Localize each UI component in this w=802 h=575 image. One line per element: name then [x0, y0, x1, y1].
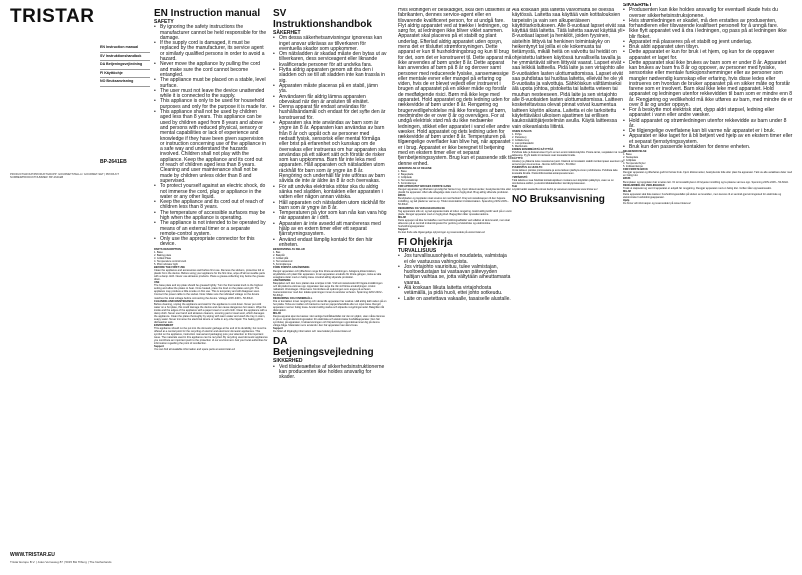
website-link[interactable]: WWW.TRISTAR.EU — [10, 552, 55, 558]
list-item: 5. Pilot indicator light — [154, 263, 178, 266]
safety-heading: SIKKERHET — [623, 3, 652, 8]
cleaning-text: Tag apparatets stik ud, og lad apparatet køle af inden rengøring. Hæld aldrig koldt vand på en varm plade. Rengør apparatet med en fugtig klud. Bagegrillen tåler opvaskemaskine. — [398, 209, 512, 216]
list-item: • Håll apparaten och nätsladden utom räckhåll för barn som är yngre än 8 år. — [273, 201, 387, 212]
parts-heading: PARTS DESCRIPTION — [154, 247, 182, 251]
list-item: • Apparaten är inte avsedd att manövreras med hjälp av en extern timer eller ett separat fjärrstyrningssystem. — [273, 222, 387, 238]
section-no — [623, 3, 793, 563]
environment-text: Tätä laitetta ei saa hävittää kotitalousjätteen mukana sen käyttöiän päätyttyä, vaan se on toimitettava sähkö- ja elektroniikkalaitteiden kierrätyspisteeseen. — [512, 178, 614, 185]
first-use-text: Clean the appliance and accessories well before first use. Remove the stickers, protective foil or plastic from the device. Before using your appliance for the first time, wipe off all removable parts with a damp cloth. Never use abrasive products. Place a grease-collecting tray below the grease drain. — [154, 269, 265, 282]
environment-text: Dette apparatet skal ikke kastes i husholdningsavfallet på slutten av levetiden, men leveres til et sentralt gjenvinningssted for elektriske og elektroniske husholdningsapparater. — [623, 192, 782, 199]
support-heading: Support — [154, 345, 164, 349]
list-item: • Användaren får aldrig lämna apparaten obevakad när den är ansluten till elnätet. — [273, 95, 387, 106]
support-heading: Support — [273, 327, 283, 331]
list-item: • Laite on asetettava vakaalle, tasaiselle alustalle. — [398, 297, 512, 302]
cleaning-text: Irrota laitteen pistoke pistorasiasta ja anna laitteen jäähtyä ennen puhdistusta. Puhdista laite kostealla liinalla. Paistoritilä kestää astianpesukoneen. — [512, 169, 618, 176]
use-heading: KÄYTTÖ — [512, 157, 523, 161]
use-text: Bunnplaten og toppplaten bør smøres lett. Vri termostatbryteren til høyeste innstilling og la platene varmes opp. Spenning 220V-240V~ 50-60Hz. — [623, 180, 789, 184]
environment-heading: MILJØ — [398, 215, 406, 219]
list-item: • The user must not leave the device unattended while it is connected to the supply. — [154, 89, 268, 100]
environment-heading: ENVIRONMENT — [154, 323, 174, 327]
cleaning-heading: RENGØRING OG VEDLIGEHOLDELSE — [398, 206, 445, 210]
list-item: • Hold apparatet og strømledningen utenfor rekkevidde av barn under 8 år. — [623, 119, 793, 130]
environment-text: Dette apparat må ikke bortskaffes med husholdningsaffaldet ved udløbet af dets levetid, men skal afleveres på et centralt indsamlingssted for genbrug af elektriske og elektroniske husholdningsapparater. — [398, 218, 510, 228]
list-item: • The temperature of accessible surfaces may be high when the appliance is operating. — [154, 211, 268, 222]
first-use-heading: FØR FØRSTE BRUK — [623, 168, 648, 172]
environment-heading: MILJÖ — [273, 312, 281, 316]
list-item: • If the supply cord is damaged, it must be replaced by the manufacturer, its service agent or similarly qualified persons in order to avoid a hazard. — [154, 41, 268, 62]
list-item: 1. Pohja — [512, 132, 522, 136]
support-heading: Tuki — [512, 184, 518, 188]
list-item: • Hvis strømledningen er skadet, må den erstattes av produsenten, forhandleren eller tilsvarende kvalifisert personell for å unngå fare. — [623, 19, 793, 30]
safety-heading: SIKKERHED — [273, 358, 303, 365]
list-item: 1. Base — [398, 169, 407, 173]
list-item: • Produsenten kan ikke holdes ansvarlig for eventuell skade hvis du overser sikkerhetsinstruksjonene. — [623, 8, 793, 19]
list-item: • Ved tilsidesættelse af sikkerhedsinstruktionerne kan producenten ikke holdes ansvarlig for skader. — [273, 365, 387, 381]
list-item: • Apparaten måste placeras på en stabil, jämn yta. — [273, 84, 387, 95]
list-item: • Apparaten ska inte användas av barn som är yngre än 8 år. Apparaten kan användas av barn från 8 år och uppåt och av personer med nedsatt fysisk, sensorisk eller mental förmåga eller brist på erfarenhet och kunskap om de övervakas eller instrueras om hur apparaten ska användas på ett säkert sätt och förstår de risker som kan uppkomma. Barn får inte leka med apparaten. Håll apparaten och nätsladden utom räckhåll för barn som är yngre än 8 år. Rengöring och underhåll får inte utföras av barn såvida de inte är äldre än 8 år och övervakas. — [273, 121, 387, 185]
section-sv — [273, 8, 387, 568]
cleaning-heading: RENGJØRING OG VEDLIKEHOLD — [623, 183, 665, 187]
list-item: • Ikke flytt apparatet ved å dra i ledningen, og pass på at ledningen ikke blir floket. — [623, 29, 793, 40]
list-item: 1. Bas — [273, 251, 281, 255]
safety-text: Älä koskaan jätä laitetta valvomatta se ollessa käytössä. Laitetta saa käyttää vain kotitalouksien tarpeisiin ja vain sen alkuperäiseen käyttötarkoitukseen. Alle 8-vuotiaat lapset eivät saa käyttää tätä laitetta. Tätä laitetta saavat käyttää yli 8-vuotiaat lapset ja henkilöt, joiden fyysinen, aisteihin liittyvä tai henkinen toimintakyky on heikentynyt tai joilla ei ole kokemusta tai tietämystä, mikäli heitä on valvottu tai heidät on ohjeistettu laitteen käytössä turvallisella tavalla ja he ymmärtävät siihen liittyvät vaarat. Lapset eivät saa leikkiä laitteella. Pidä laite ja sen virtajohto alle 8-vuotiaiden lasten ulottumattomissa. Lapset eivät saa puhdistaa tai huoltaa laitetta, elleivät he ole yli 8-vuotiaita ja valvottuja. Sähköiskun välttämiseksi älä upota johtoa, pistoketta tai laitetta veteen tai muuhun nesteeseen. Pidä laite ja sen virtajohto alle 8-vuotiaiden lasten ulottumattomissa. Laitteen kosketeltavissa olevat pinnat voivat kuumentua laitteen käytön aikana. Laitetta ei ole tarkoitettu käytettäväksi ulkoisen ajastimen tai erillisen kaukosäätöjärjestelmän avulla. Käytä laitteessa vain oikeanlaista liitintä. — [512, 8, 626, 130]
brand-logo: TRISTAR — [10, 6, 95, 27]
list-item: 5. Kontrollampe — [398, 182, 417, 186]
first-use-heading: FØR APPARATET BRUGES FØRSTE GANG — [398, 185, 452, 189]
list-item: 4. Temperaturbryter — [623, 162, 646, 166]
language-index-item: SV Instruktionshandbok — [100, 53, 150, 62]
list-item: 3. Grillplade — [398, 176, 412, 180]
language-index-item: NO Bruksanvisning — [100, 78, 150, 87]
list-item: • Bruk kun den passende kontakten for denne enheten. — [623, 145, 793, 150]
list-item: • This appliance shall not be used by children aged less than 8 years. This appliance can be used by children aged from 8 years and above and persons with reduced physical, sensory or mental capabilities or lack of experience and knowledge if they have been given supervision or instruction concerning use of the appliance in a safe way and understand the hazards involved. Children shall not play with the appliance. Keep the appliance and its cord out of reach of children aged less than 8 years. Cleaning and user maintenance shall not be made by children unless older than 8 and supervised. — [154, 110, 268, 184]
list-item: 4. Termostatvred — [273, 260, 293, 264]
list-item: 5. Kontrollampa — [273, 263, 292, 267]
parts-heading: OSIEN KUVAUS — [512, 129, 532, 133]
language-index — [100, 44, 150, 87]
parts-heading: DELBESKRIVELSE — [623, 150, 647, 154]
section-title: SV Instruktionshandbok — [273, 8, 372, 30]
environment-text: This appliance should not be put into the domestic garbage at the end of its durability, but must be offered at a central point for the recycling of electric and electronic domestic appliances. This symbol on the appliance, instruction manual and packaging puts your attention to this important issue. The materials used in this appliance can be recycled. By recycling used domestic appliances you contribute an important push to the protection of our environment. Ask your local authorities for information regarding the point of recollection. — [154, 326, 268, 346]
list-item: 2. Bageplade — [398, 173, 414, 176]
list-item: • Bruk aldri apparatet uten tilsyn. — [623, 45, 793, 50]
list-item: • Only use the appropriate connector for this device. — [154, 237, 268, 248]
list-item: 4. Termostatknap — [398, 179, 418, 183]
safety-text: Hvis ledningen er beskadiget, skal den udskiftes af fabrikanten, dennes service-agent eller en tilsvarende kvalificeret person, for at undgå fare. Flyt aldrig apparatet ved at trække i ledningen, og sørg for, at ledningen ikke bliver viklet sammen. Apparatet skal placeres på et stabilt og plant underlag. Efterlad aldrig apparatet uden opsyn, mens det er tilsluttet strømforsyningen. Dette apparat er kun til husholdningsbrug og kun til brug for det, som det er konstrueret til. Dette apparat må ikke anvendes af børn under 8 år. Dette apparat kan anvendes af børn på 8 år og derover samt personer med reducerede fysiske, sansemæssige eller mentale evner eller mangel på erfaring og viden, hvis de er blevet vejledt eller instrueret i brugen af apparatet på en sikker måde og forstår de medfølgende risici. Børn må ikke lege med apparatet. Hold apparatet og dets ledning uden for rækkevidde af børn under 8 år. Rengøring og brugervedligeholdelse må ikke foretages af børn, medmindre de er over 8 år og overvåges. For at undgå elektrisk stød må du ikke nedsænke ledningen, stikket eller apparatet i vand eller andre væsker. Hold apparatet og dets ledning uden for rækkevidde af børn under 8 år. Temperaturen på tilgængelige overflader kan blive høj, når apparatet er i brug. Apparatet er ikke beregnet til betjening med en ekstern timer eller et separat fjernbetjeningssystem. Brug kun et passende stik til denne enhed. — [398, 8, 512, 167]
product-vendor-note: PRODUCTGROUP/PRODUKTGRUPP: GOURMETSTELLA / GOURMET-SET | PRODUCT NUMBER/PRODUKTNUMMER: BP-2641EB — [10, 173, 120, 180]
language-index-item: EN Instruction manual — [100, 44, 150, 53]
list-item: 1. Base — [154, 250, 163, 254]
parts-heading: BESKRIVELSE AF DELENE — [398, 166, 432, 170]
support-text: You can find all available information and spare parts at www.tristar.eu! — [154, 348, 236, 352]
parts-heading: BESKRIVNING AV DELAR — [273, 248, 305, 252]
cleaning-heading: PUHDISTUS JA HUOLTO — [512, 166, 543, 170]
first-use-text: Rengør apparatet og tilbehøret grundigt før første brug. Fjern klistermærker, beskyttende folie eller plastik fra apparatet. Aftør alle aftagelige dele med en fugtig klud. Brug aldrig slibende produkter. — [398, 188, 511, 195]
use-text: Basplattan och den övre plattan ska smörjas in lätt. Vrid termostatvredet till högsta inställningen och låt plattorna värmas upp. Apparaten kan avge lite rök vid första användningen. Anslut nätkabeln till eluttaget. Observera: Kontrollera att spänningen som anges på enheten överensstämmer med den lokala spänningen innan du ansluter enheten. Spänning 220V-240V~ 50-60Hz. — [273, 281, 383, 297]
support-text: Du kan finde alle tilgængelige oplysninger og reservedele på www.tristar.eu! — [398, 230, 486, 234]
environment-text: Denna apparat ska inte kastas i det vanliga hushållsavfallet när den är uttjänt, utan måste lämnas in på en central återvinningsstation för elektriska och elektroniska hushållsapparater. Den här symbolen på apparaten, bruksanvisningen och förpackningen uppmärksammar dig på denna viktiga fråga. Materialen som används i den här apparaten kan återvinnas. — [273, 315, 385, 328]
list-item: • Apparatet er ikke laget for å bli betjent ved hjelp av en ekstern timer eller et separat fjernstyringssystem. — [623, 134, 793, 145]
environment-heading: MILJØ — [623, 189, 631, 193]
list-item: • Keep the appliance and its cord out of reach of children less than 8 years. — [154, 200, 268, 211]
section-title: FI Ohjekirja — [398, 236, 453, 248]
list-item: 4. Temperature control knob — [154, 259, 187, 263]
use-heading: ANVÄNDNING — [273, 278, 291, 282]
safety-heading: SAFETY — [154, 19, 174, 25]
safety-list — [154, 25, 268, 247]
cleaning-text: Dra ur kontakten innan rengöring och vänta tills apparaten har svalnat. Häll aldrig kallt vatten på en het platta. Torka av insidan och kanterna med en pappershandduk eller en mjuk trasa. Rengör apparaten med en fuktig trasa. Använd aldrig starka och slipande rengöringsmedel. Bakgrillen tål diskmaskin. — [273, 299, 387, 313]
list-item: • Om dessa säkerhetsanvisningar ignoreras kan inget ansvar utkrävas av tillverkaren för eventuella skador som uppkommer. — [273, 36, 387, 52]
list-item: • Dette apparatet er kun for bruk i et hjem, og kun for de oppgaver apparatet er laget for. — [623, 50, 793, 61]
list-item: • Dette apparatet skal ikke brukes av barn som er under 8 år. Apparatet kan brukes av barn fra 8 år og oppover, av personer med fysiske, sensoriske eller mentale funksjonshemminger eller av personer som mangler nødvendig kunnskap eller erfaring, hvis disse ledes eller instrueres om hvordan de bruker apparatet på en sikker måte og forstår farene som er involvert. Barn skal ikke leke med apparatet. Hold apparatet og ledningen utenfor rekkevidden til barn som er mindre enn 8 år. Rengjøring og vedlikehold må ikke utføres av barn, med mindre de er over 8 år og under oppsyn. — [623, 61, 793, 108]
list-item: 5. Indikatorlampe — [623, 165, 643, 169]
list-item: • Apparatet må plasseres på et stabilt og jevnt underlag. — [623, 40, 793, 45]
list-item: • For å beskytte mot elektrisk støt, dypp aldri støpsel, ledning eller apparatet i vann eller andre væsker. — [623, 108, 793, 119]
list-item: 3. Grillattu levy — [512, 138, 530, 142]
list-item: • Jos virtajohto vaurioituu, tulee valmistajan, huoltoedustajan tai vastaavan pätevyyden haltijan vaihtaa se, jotta vältytään aiheuttamasta vaaraa. — [398, 265, 512, 286]
first-use-heading: ENNEN ENSIMMÄISTÄ KÄYTTÖÄ — [512, 148, 554, 152]
first-use-heading: BEFORE THE FIRST USE — [154, 266, 185, 270]
list-item: • För att undvika elektriska stötar ska du aldrig sänka ned sladden, kontakten eller apparaten i vatten eller någon annan vätska. — [273, 185, 387, 201]
support-text: Du finner all informasjon og reservedeler på www.tristar.eu! — [623, 201, 691, 205]
support-text: Du hittar all tillgänglig information och reservdelar på www.tristar.eu! — [273, 330, 351, 334]
language-index-item: FI Käyttöohje — [100, 70, 150, 79]
list-item: • The appliance is not intended to be operated by means of an external timer or a separate remote-control system. — [154, 221, 268, 237]
safety-heading: SÄKERHET — [273, 30, 301, 36]
section-title: DA Betjeningsvejledning — [273, 336, 374, 359]
first-use-heading: FÖRE FÖRSTA ANVÄNDNING — [273, 266, 310, 270]
support-text: Löydät kaikki saatavilla olevat tiedot ja varaosat osoitteesta www.tristar.eu! — [512, 187, 598, 191]
list-item: • Flytta aldrig apparaten genom att dra den i sladden och se till att sladden inte kan trassla in sig. — [273, 68, 387, 84]
environment-heading: YMPÄRISTÖ — [512, 175, 528, 179]
use-text: The base plate and top plate should be greased lightly. Turn the thermostat knob to the highest setting and allow the plates to heat. Once heated, place the food on the plates and grill. The appliance may produce a little smoke on first use. This is temporary and will disappear soon. Connect the power cable to the socket. Note: Make sure the indicated voltage on the device matches the local voltage before connecting the device. Voltage 220V-240V~ 50-60Hz. — [154, 284, 263, 300]
list-item: • Denna apparat får endast användas för hushållsändamål och endast för det syfte den är konstruerad för. — [273, 105, 387, 121]
support-heading: Hjelp — [623, 198, 630, 202]
section-fi — [512, 8, 626, 568]
cleaning-text: Before cleaning, unplug the appliance and wait for the appliance to cool down. Never put cold water on a hot plate, this could damage the device and can cause dangerous hot steam. Wipe the inside and the edges of the appliance with a paper towel or a soft cloth. Clean the appliance with a damp cloth. Never use harsh and abrasive cleaners, scouring pad or steel wool, which damages the appliance. Clean the plates thoroughly by wiping with warm water and wash the tray in warm, soapy water. Never immerse the electrical device or cable in any other liquid. The baking grill is dishwasher safe. — [154, 302, 267, 324]
list-item: • De tilgjengelige overflatene kan bli varme når apparatet er i bruk. — [623, 129, 793, 134]
list-item: 2. Bakplåt — [273, 254, 285, 258]
list-item: • To protect yourself against an electric shock, do not immerse the cord, plug or appliance in the water or any other liquid. — [154, 184, 268, 200]
list-item: • The appliance must be placed on a stable, level surface. — [154, 78, 268, 89]
list-item: • Never move the appliance by pulling the cord and make sure the cord cannot become entangled. — [154, 62, 268, 78]
safety-heading: TURVALLISUUS — [398, 247, 437, 254]
list-item: 3. Grilled Plate — [154, 256, 172, 260]
list-item: • By ignoring the safety instructions the manufacturer cannot be held responsible for the damage. — [154, 25, 268, 41]
cleaning-heading: RENGÖRING OCH UNDERHÅLL — [273, 296, 313, 300]
list-item: 3. Grillad plåt — [273, 257, 289, 261]
first-use-text: Rengör apparaten och tillbehören noga före första användningen. Avlägsna klistermärken, skyddsfolie och plast från apparaten. Innan apparaten används för första gången, torka av alla avtagbara delar med en fuktig trasa. Använd aldrig slipande produkter. — [273, 269, 382, 279]
cleaning-heading: CLEANING AND MAINTENANCE — [154, 299, 194, 303]
list-item: 4. Lämpötilasäädin — [512, 142, 534, 146]
section-en — [154, 8, 268, 568]
model-number: BP-2641EB — [100, 159, 127, 165]
use-text: Aluslevy ja yläkerta tulee rasvata kevyesti. Käännä termostaatin säädin korkeimpaan asentoon ja anna levyjen kuumentua. Jännite 220V-240V~ 50-60Hz. — [512, 160, 624, 167]
language-index-item: DA Betjeningsvejledning — [100, 61, 150, 70]
cleaning-text: Trekk ut støpselet og vent til apparatet er avkjølt før rengjøring. Rengjør apparatet med en fuktig klut. Grillen tåler oppvaskmaskin. — [623, 186, 772, 190]
list-item: • This appliance is only to be used for household purposes and only for the purpose it is made for. — [154, 99, 268, 110]
list-item: • Temperaturen på ytor som kan nås kan vara hög när apparaten är i drift. — [273, 211, 387, 222]
support-heading: Support — [398, 227, 408, 231]
first-use-text: Puhdista laite ja lisävarusteet hyvin ennen ensimmäistä käyttöä. Poista tarrat, suojakalvo tai muovi laitteesta. Pyyhi kaikki irrotettavat osat kostealla liinalla. — [512, 151, 625, 158]
list-item: 2. Stekeplate — [623, 156, 639, 160]
list-item: • Älä koskaan liikuta laitetta virtajohdosta vetämällä, ja pidä huoli, ettei johto sotkeudu. — [398, 286, 512, 297]
company-address: Tristar Europe B.V. | Jules Verneweg 87 | 5015 BH Tilburg | The Netherlands — [10, 560, 112, 564]
list-item: • Jos turvallisuusohjeita ei noudateta, valmistaja ei ole vastuussa vahingoista. — [398, 254, 512, 265]
section-da — [398, 8, 512, 568]
list-item: 2. Baking plate — [154, 253, 172, 257]
use-text: Bundpladen og toppladen skal smøres let med fedtstof. Drej termostatknappen til den højeste indstilling, og lad pladerne varme op. Tilslut strømkablet til stikkontakten. Spænding 220V-240V~ 50-60Hz. — [398, 197, 509, 207]
list-item: 3. Grillplate — [623, 159, 637, 163]
section-title: NO Bruksanvisning — [512, 193, 605, 205]
list-item: 5. Merkkivalo — [512, 145, 528, 149]
list-item: • Om nätsladden är skadad måste den bytas ut av tillverkaren, dess serviceagent eller liknande kvalificerade personer för att undvika fara. — [273, 52, 387, 68]
first-use-text: Rengjør apparatet og tilbehøret godt før første bruk. Fjern klistremerker, beskyttende folie eller plast fra apparatet. Tørk av alle avtakbare deler med en fuktig klut. — [623, 171, 793, 178]
list-item: • Använd endast lämplig kontakt för den här enheten. — [273, 238, 387, 249]
list-item: 1. Base — [623, 153, 632, 157]
use-heading: BRUK — [623, 177, 631, 181]
use-heading: BRUG — [398, 194, 406, 198]
use-heading: USE — [154, 281, 160, 285]
list-item: 2. Paistolevy — [512, 135, 527, 139]
section-title: EN Instruction manual — [154, 8, 261, 19]
